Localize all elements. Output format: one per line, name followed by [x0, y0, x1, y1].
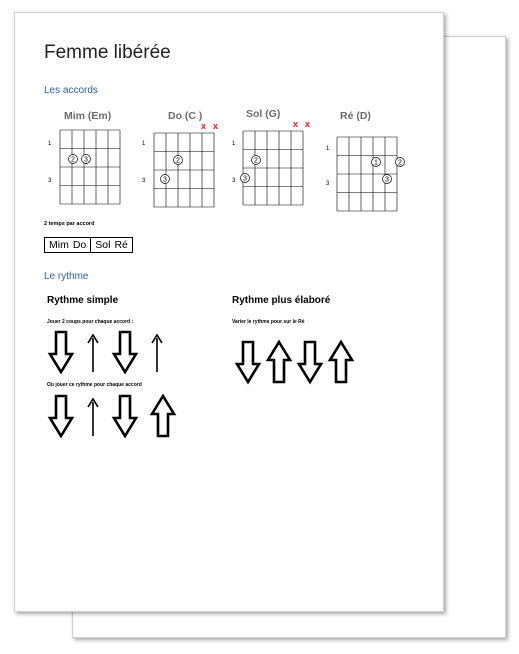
fret-label-3: 3	[232, 178, 236, 184]
chord-diagram-em	[60, 130, 126, 206]
up-strum-arrow-icon	[88, 335, 98, 372]
finger-dot-3: 3	[163, 176, 167, 184]
chord-diagram-c	[154, 133, 220, 209]
rhythm-alt-instruction: Ou jouer ce rythme pour chaque accord	[47, 382, 142, 388]
down-strum-arrow-icon	[114, 332, 136, 372]
muted-mark: x	[213, 121, 219, 131]
fret-label-1: 1	[232, 141, 236, 147]
down-strum-arrow-icon	[114, 396, 136, 436]
finger-dot-2: 2	[176, 157, 180, 165]
rhythm-simple-instruction: Jouer 2 coups pour chaque accord :	[47, 319, 134, 325]
fret-label-1: 1	[48, 141, 52, 147]
sequence-cell: Do	[72, 239, 87, 251]
up-strum-arrow-icon	[330, 342, 352, 382]
chord-diagram-g	[243, 131, 309, 207]
strum-pattern-simple	[48, 332, 168, 376]
finger-dot-3: 3	[84, 156, 88, 164]
rhythm-elabore-title: Rythme plus élaboré	[232, 295, 331, 306]
page-title: Femme libérée	[44, 42, 171, 63]
finger-dot-2: 2	[254, 157, 258, 165]
fret-label-1: 1	[142, 141, 146, 147]
sequence-cell: Sol	[90, 238, 114, 252]
chord-name-g: Sol (G)	[246, 108, 281, 120]
document-page	[14, 12, 444, 612]
fret-label-3: 3	[326, 181, 330, 187]
finger-dot-2: 2	[398, 159, 402, 167]
down-strum-arrow-icon	[50, 332, 72, 372]
muted-mark: x	[293, 119, 299, 129]
rhythm-simple-title: Rythme simple	[47, 295, 119, 306]
up-strum-arrow-icon	[88, 399, 98, 436]
chords-heading: Les accords	[44, 85, 98, 96]
rhythm-heading: Le rythme	[44, 271, 89, 282]
down-strum-arrow-icon	[237, 342, 259, 382]
muted-mark: x	[201, 121, 207, 131]
up-strum-arrow-icon	[268, 342, 290, 382]
muted-mark: x	[305, 119, 311, 129]
chord-diagram-d	[337, 137, 403, 213]
up-strum-arrow-icon	[152, 335, 162, 372]
down-strum-arrow-icon	[50, 396, 72, 436]
tempo-note: 2 temps par accord	[44, 221, 95, 227]
fret-label-3: 3	[48, 178, 52, 184]
chord-name-d: Ré (D)	[340, 110, 371, 122]
finger-dot-2: 2	[71, 156, 75, 164]
chord-sequence-box	[44, 237, 133, 253]
fret-label-1: 1	[326, 146, 330, 152]
chord-name-c: Do (C )	[168, 110, 203, 122]
fret-label-3: 3	[142, 178, 146, 184]
finger-dot-1: 1	[374, 159, 378, 167]
chord-name-em: Mim (Em)	[64, 110, 112, 122]
up-strum-arrow-icon	[152, 396, 174, 436]
strum-pattern-elabore	[235, 342, 359, 386]
down-strum-arrow-icon	[299, 342, 321, 382]
rhythm-elabore-instruction: Varier le rythme pour sur le Ré	[232, 319, 305, 325]
sequence-cell: Ré	[114, 239, 128, 251]
sequence-cell: Mim	[49, 239, 69, 251]
strum-pattern-alt	[48, 396, 172, 440]
finger-dot-3: 3	[243, 175, 247, 183]
finger-dot-3: 3	[385, 176, 389, 184]
